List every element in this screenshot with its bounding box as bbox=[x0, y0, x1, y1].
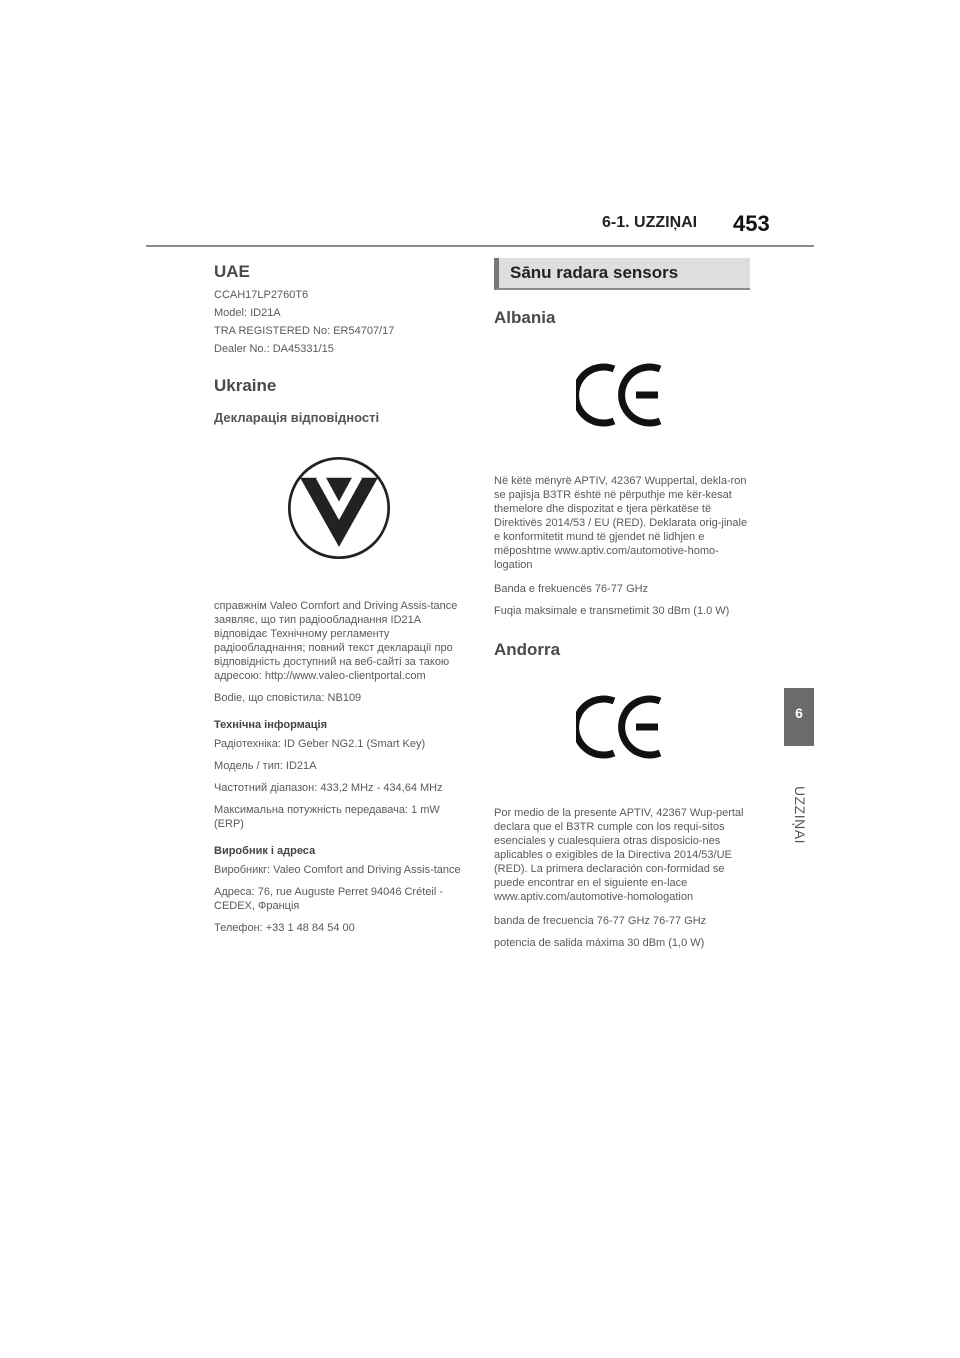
ukraine-maker-line: Телефон: +33 1 48 84 54 00 bbox=[214, 922, 355, 934]
ukraine-subheading: Декларація відповідності bbox=[214, 410, 380, 425]
andorra-declaration: Por medio de la presente APTIV, 42367 Wup-pertal declara que el B3TR cumple con los requi-sitos esenciales y cualesquiera otras disposicio-nes aplicables o exigibles de la Directiva 2014/53/UE (RED). La primera declaración con-formidad se puede encontrar en el siguiente en-lace www.aptiv.com/automotive-homologation bbox=[494, 807, 744, 903]
ce-mark-icon bbox=[576, 361, 668, 429]
chapter-label: UZZIŅAI bbox=[792, 786, 808, 844]
ukraine-maker-line: Виробникг: Valeo Comfort and Driving Assis-tance bbox=[214, 864, 461, 876]
right-column bbox=[494, 258, 750, 956]
uae-line: CCAH17LP2760T6 bbox=[214, 289, 309, 301]
header-divider bbox=[146, 245, 814, 247]
chapter-number: 6 bbox=[795, 705, 803, 721]
uae-heading: UAE bbox=[214, 262, 250, 281]
andorra-mark-box bbox=[494, 668, 750, 786]
section-banner-title: Sānu radara sensors bbox=[510, 263, 679, 282]
ukraine-maker-heading: Виробник і адреса bbox=[214, 845, 316, 857]
ukraine-declaration: справжнім Valeo Comfort and Driving Assis-tance заявляє, що тип радіообладнання ID21A відповідає Технічному регламенту радіообладнання; повний текст декларації про відповідність доступний на веб-сайті за такою адресою: http://www.valeo-clientportal.com bbox=[214, 600, 458, 682]
chapter-tab bbox=[784, 688, 814, 746]
albania-declaration: Në këtë mënyrë APTIV, 42367 Wuppertal, dekla-ron se pajisja B3TR është në përputhje me kër-kesat themelore dhe dispozitat e tjera përkatëse të Direktivës 2014/53 / EU (RED). Deklarata orig-jinale e konformitetit mund të gjendet në lidhjen e mëposhtme www.aptiv.com/automotive-homo-logation bbox=[494, 475, 748, 571]
page-number: 453 bbox=[733, 211, 770, 236]
albania-heading: Albania bbox=[494, 308, 556, 327]
uae-line: Model: ID21A bbox=[214, 307, 281, 319]
andorra-line: banda de frecuencia 76-77 GHz 76-77 GHz bbox=[494, 915, 707, 927]
ukraine-mark-box bbox=[214, 433, 464, 583]
ukraine-conformity-mark-icon bbox=[285, 454, 393, 562]
andorra-line: potencia de salida máxima 30 dBm (1,0 W) bbox=[494, 937, 705, 949]
ce-mark-icon bbox=[576, 693, 668, 761]
section-banner bbox=[494, 258, 750, 290]
uae-line: Dealer No.: DA45331/15 bbox=[214, 343, 334, 355]
ukraine-maker-line: Адреса: 76, rue Auguste Perret 94046 Créteil - CEDEX, Франція bbox=[214, 886, 443, 912]
albania-line: Banda e frekuencës 76-77 GHz bbox=[494, 583, 649, 595]
ukraine-tech-line: Частотний діапазон: 433,2 MHz - 434,64 MHz bbox=[214, 782, 443, 794]
uae-line: TRA REGISTERED No: ER54707/17 bbox=[214, 325, 395, 337]
albania-mark-box bbox=[494, 336, 750, 454]
chapter-label-vertical bbox=[786, 760, 814, 870]
ukraine-notified-body: Bodie, що сповістила: NB109 bbox=[214, 692, 362, 704]
ukraine-tech-line: Радіотехніка: ID Geber NG2.1 (Smart Key) bbox=[214, 738, 426, 750]
ukraine-tech-line: Модель / тип: ID21A bbox=[214, 760, 317, 772]
running-header-section: 6-1. UZZIŅAI bbox=[602, 214, 698, 231]
ukraine-heading: Ukraine bbox=[214, 376, 277, 395]
albania-line: Fuqia maksimale e transmetimit 30 dBm (1.0 W) bbox=[494, 605, 730, 617]
andorra-heading: Andorra bbox=[494, 640, 561, 659]
ukraine-tech-line: Максимальна потужність передавача: 1 mW (ERP) bbox=[214, 804, 440, 830]
left-column bbox=[214, 262, 464, 941]
ukraine-tech-heading: Технічна інформація bbox=[214, 719, 327, 731]
